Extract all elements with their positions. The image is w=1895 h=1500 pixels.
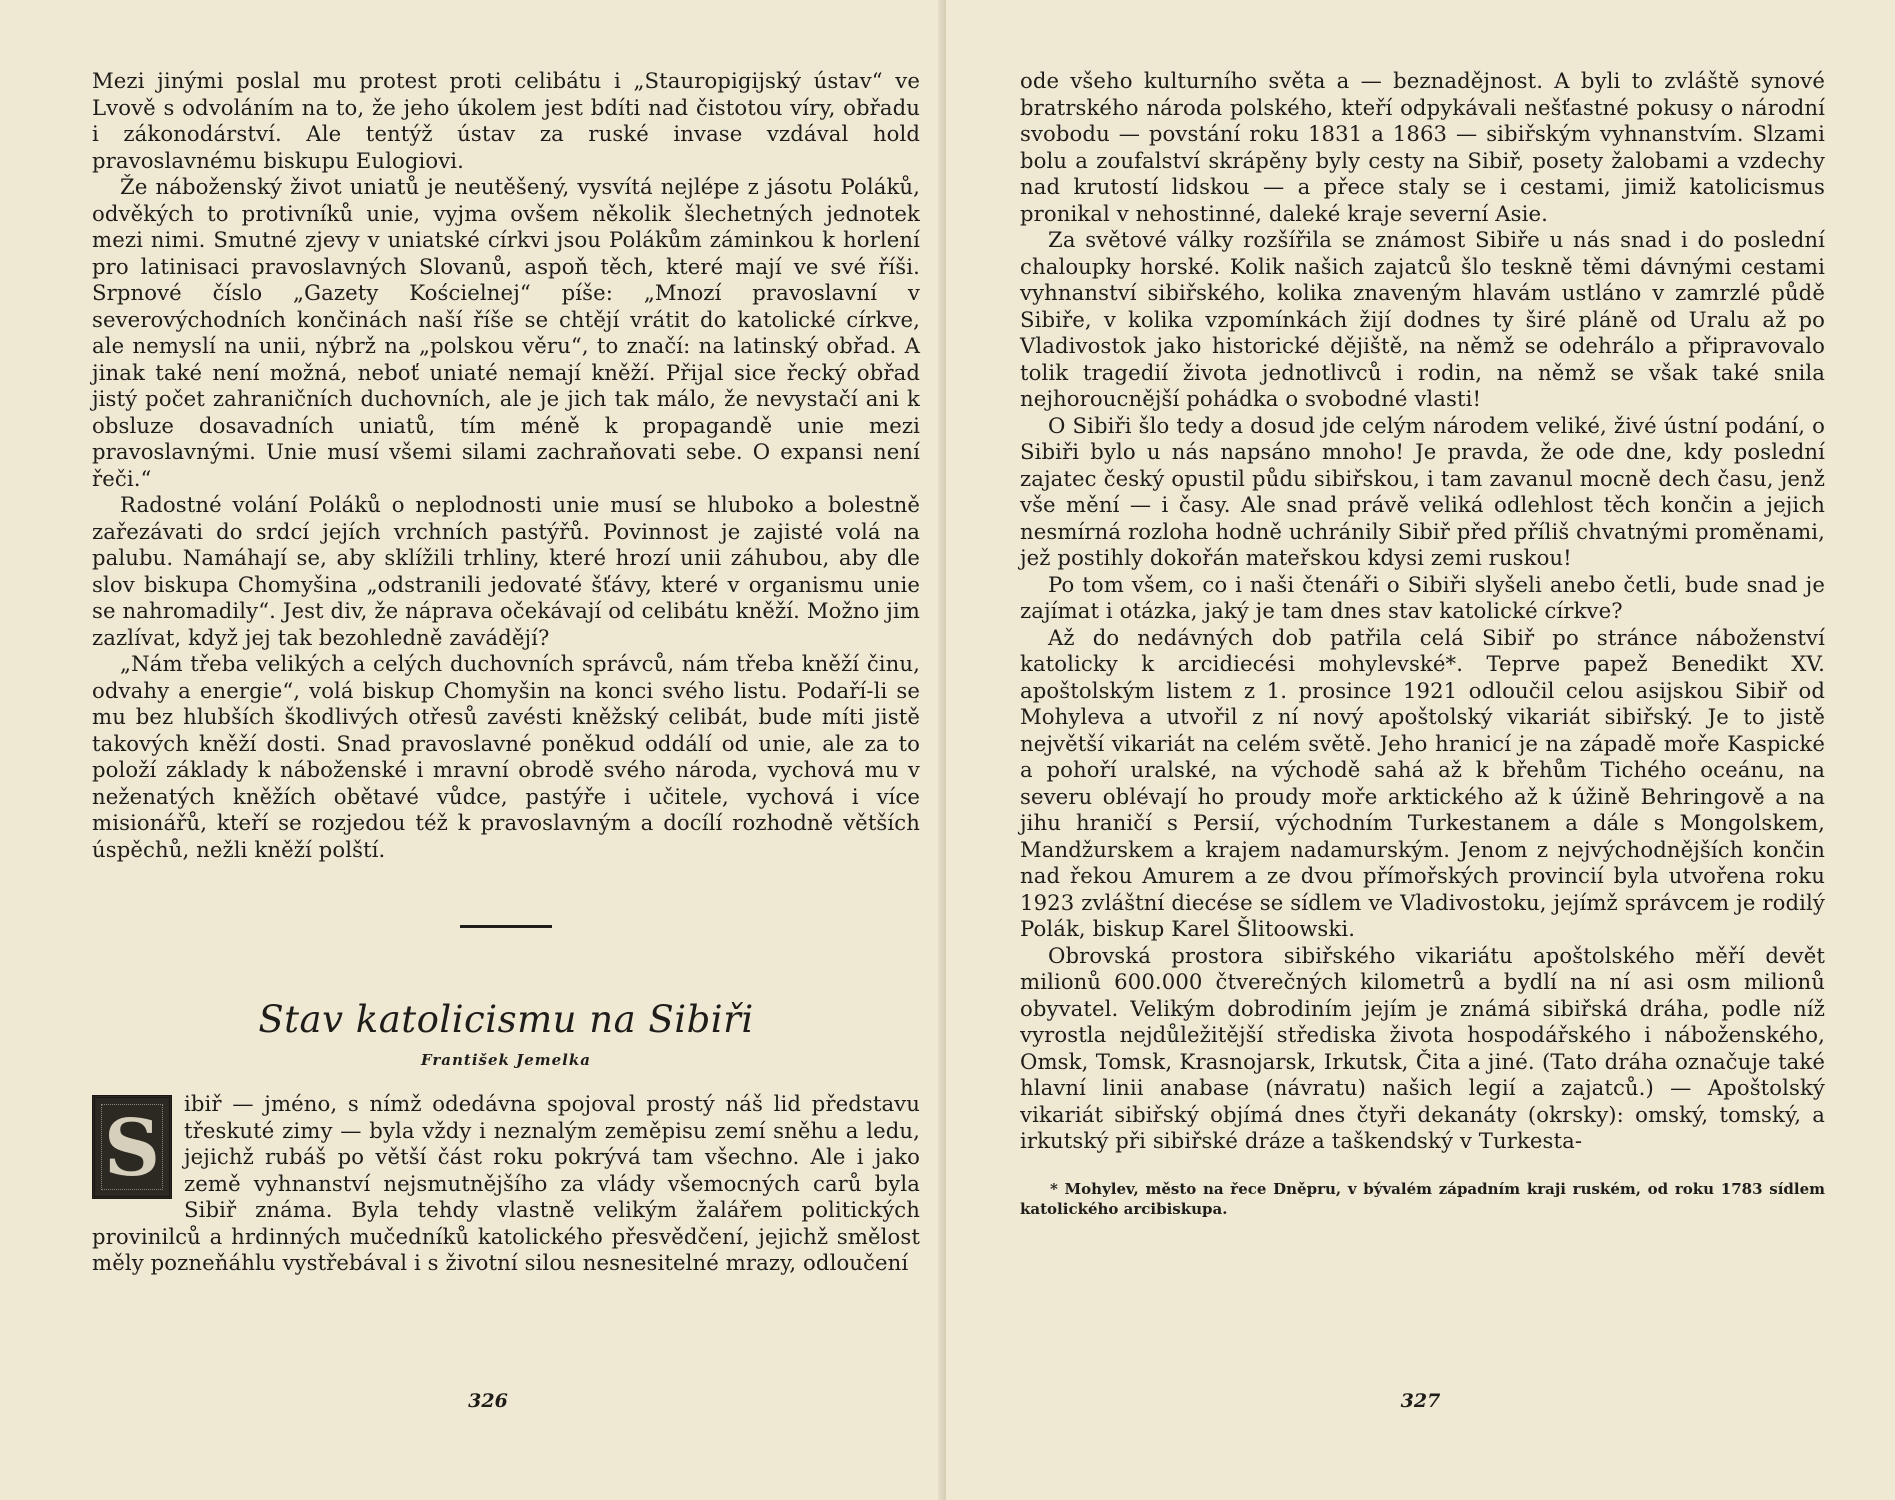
paragraph: Radostné volání Poláků o neplodnosti unie musí se hluboko a bolestně zařezávati do srdcí jejích vrchních pastýřů. Povinnost je zajisté volá na palubu. Namáhají se, aby sklížili trhliny, které hrozí unii záhubou, aby dle slov biskupa Chomyšina „odstranili jedovaté šťávy, které v organismu unie se nahromadily“. Jest div, že náprava očekávají od celibátu kněží. Možno jim zazlívat, když jej tak bezohledně zavádějí? <box>92 492 920 650</box>
paragraph: Mezi jinými poslal mu protest proti celibátu i „Stauropigijský ústav“ ve Lvově s odvoláním na to, že jeho úkolem jest bdíti nad čistotou víry, obřadu i zákonodárství. Ale tentýž ústav za ruské invase vzdával hold pravoslavnému biskupu Eulogiovi. <box>92 68 920 173</box>
left-page-text <box>92 68 920 863</box>
paragraph: O Sibiři šlo tedy a dosud jde celým národem veliké, živé ústní podání, o Sibiři bylo u nás napsáno mnoho! Je pravda, že ode dne, kdy poslední zajatec český opustil půdu sibiřskou, i tam zavanul mocně dech času, jenž vše mění — i časy. Ale snad právě veliká odlehlost těch končin a jejich nesmírná rozloha hodně uchránily Sibiř před příliš chvatnými proměnami, jež postihly dokořán mateřskou kdysi zemi ruskou! <box>1020 412 1825 570</box>
article-title: Stav katolicismu na Sibiři <box>258 998 754 1041</box>
paragraph: Po tom všem, co i naši čtenáři o Sibiři slyšeli anebo četli, bude snad je zajímat i otázka, jaký je tam dnes stav katolické církve? <box>1020 571 1825 623</box>
article-paragraph: ibiř — jméno, s nímž odedávna spojoval prostý náš lid představu třeskuté zimy — byla vždy i neznalým zeměpisu zemí sněhu a ledu, jejichž rubáš po větší část roku pokrývá tam všechno. Ale i jako země vyhnanství nejsmutnějšího za vlády všemocných carů byla Sibiř známa. Byla tehdy vlastně velikým žalářem politických provinilců a hrdinných mučedníků katolického přesvědčení, jejichž smělost měly pozneňáhlu vystřebával i s životní silou nesnesitelné mrazy, odloučení <box>92 1091 920 1275</box>
right-page-text <box>1020 68 1825 1155</box>
dropcap-ornament <box>92 1095 172 1199</box>
article-byline: František Jemelka <box>420 1051 591 1069</box>
article-opening <box>92 1091 920 1277</box>
section-divider <box>460 925 552 928</box>
page-number: 327 <box>1400 1390 1441 1412</box>
paragraph: Že náboženský život uniatů je neutěšený, vysvítá nejlépe z jásotu Poláků, odvěkých to protivníků unie, vyjma ovšem několik šlechetných jednotek mezi nimi. Smutné zjevy v uniatské církvi jsou Polákům záminkou k horlení pro latinisaci pravoslavných Slovanů, aspoň těch, které mají ve své říši. Srpnové číslo „Gazety Kościelnej“ píše: „Mnozí pravoslavní v severovýchodních končinách naší říše se chtějí vrátit do katolické církve, ale nemyslí na unii, nýbrž na „polskou věru“, to značí: na latinský obřad. A jinak také není možná, neboť uniaté nemají kněží. Přijal sice řecký obřad jistý počet zahraničních duchovních, ale je jich tak málo, že nevystačí ani k obsluze dosavadních uniatů, tím méně k propagandě unie mezi pravoslavnými. Unie musí všemi silami zachraňovati sebe. O expansi není řeči.“ <box>92 174 920 491</box>
dropcap-letter: S <box>103 1103 161 1194</box>
paragraph: „Nám třeba velikých a celých duchovních správců, nám třeba kněží činu, odvahy a energie“, volá biskup Chomyšin na konci svého listu. Podaří-li se mu bez hlubších škodlivých otřesů zavésti kněžský celibát, bude míti jistě takových kněží dosti. Snad pravoslavné poněkud oddálí od unie, ale za to položí základy k náboženské i mravní obrodě svého národa, vychová mu v neženatých kněžích obětavé vůdce, pastýře i učitele, vychová i více misionářů, kteří se rozjedou též k pravoslavným a docílí rozhodně větších úspěchů, nežli kněží polští. <box>92 651 920 862</box>
paragraph: ode všeho kulturního světa a — beznadějnost. A byli to zvláště synové bratrského národa polského, kteří odpykávali nešťastné pokusy o národní svobodu — povstání roku 1831 a 1863 — sibiřským vyhnanstvím. Slzami bolu a zoufalství skrápěny byly cesty na Sibiř, posety žalobami a vzdechy nad krutostí lidskou — a přece staly se i cestami, jimiž katolicismus pronikal v nehostinné, daleké kraje severní Asie. <box>1020 68 1825 226</box>
paragraph: Obrovská prostora sibiřského vikariátu apoštolského měří devět milionů 600.000 čtverečných kilometrů a bydlí na ní asi osm milionů obyvatel. Velikým dobrodiním jejím je známá sibiřská dráha, podle níž vyrostla nejdůležitější střediska života hospodářského i náboženského, Omsk, Tomsk, Krasnojarsk, Irkutsk, Čita a jiné. (Tato dráha označuje také hlavní linii anabase (návratu) našich legií a zajatců.) — Apoštolský vikariát sibiřský objímá dnes čtyři dekanáty (okrsky): omský, tomský, a irkutský při sibiřské dráze a taškendský v Turkesta- <box>1020 942 1825 1153</box>
left-page <box>0 0 946 1500</box>
page-number: 326 <box>468 1390 508 1412</box>
paragraph: Až do nedávných dob patřila celá Sibiř po stránce náboženství katolicky k arcidiecési mohylevské*. Teprve papež Benedikt XV. apoštolským listem z 1. prosince 1921 odloučil celou asijskou Sibiř od Mohyleva a utvořil z ní nový apoštolský vikariát sibiřský. Je to jistě největší vikariát na celém světě. Jeho hranicí je na západě moře Kaspické a pohoří uralské, na východě sahá až k břehům Tichého oceánu, na severu oblévají ho proudy moře arktického až k úžině Behringově a na jihu hraničí s Persií, východním Turkestanem a dále s Mongolskem, Mandžurskem a krajem nadamurským. Jenom z nejvýchodnějších končin nad řekou Amurem a ze dvou přímořských provincií byla utvořena roku 1923 zvláštní diecése se sídlem ve Vladivostoku, jejímž správcem je rodilý Polák, biskup Karel Šlitoowski. <box>1020 624 1825 941</box>
right-page <box>946 0 1895 1500</box>
footnote: * Mohylev, město na řece Dněpru, v bývalém západním kraji ruském, od roku 1783 sídlem katolického arcibiskupa. <box>1020 1179 1825 1218</box>
paragraph: Za světové války rozšířila se známost Sibiře u nás snad i do poslední chaloupky horské. Kolik našich zajatců šlo teskně těmi dávnými cestami vyhnanství sibiřského, kolika znaveným hlavám ustláno v zamrzlé půdě Sibiře, v kolika vzpomínkách žijí dodnes ty širé pláně od Uralu až po Vladivostok jako historické dějiště, na němž se odehrálo a připravovalo tolik tragedií života jednotlivců i rodin, na němž se však také snila nejhoroucnější pohádka o svobodné vlasti! <box>1020 227 1825 411</box>
